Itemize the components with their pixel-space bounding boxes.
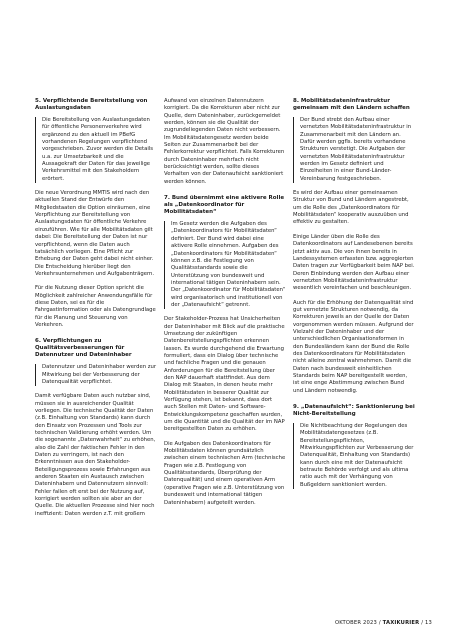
column-right (293, 98, 415, 496)
column-middle (164, 98, 286, 514)
body-paragraph: Aufwand von einzelnen Datennutzern korrigiert. Da die Korrekturen aber nicht zur Quelle, dem Dateninhaber, zurückgemeldet werden, können sie die Qualität der zugrundeliegenden Daten nicht verbessern. Im Mobilitätsdatengesetz werden beide Seiten zur Zusammenarbeit bei der Fehlerkorrektur verpflichtet. Falls Korrekturen durch Dateninhaber mehrfach nicht berücksichtigt werden, sollte dieses Verhalten von der Datenaufsicht sanktioniert werden können. (164, 98, 285, 185)
body-paragraph: Für die Nutzung dieser Option spricht die Möglichkeit zahlreicher Anwendungsfälle für diese Daten, sei es für die Fahrgastinformation oder als Datengrundlage für die Planung und Steuerung von Verkehren. (35, 285, 156, 328)
body-paragraph: Der Stakeholder-Prozess hat Unsicherheiten der Dateninhaber mit Blick auf die praktische Umsetzung der zukünftigen Datenbereitstellungspflichten erkennen lassen. Es wurde durchgehend die Erwartung formuliert, dass ein Dialog über technische und fachliche Fragen und die genauen Anforderungen für die Bereitstellung über den NAP dauerhaft stattfindet. Aus dem Dialog mit Staaten, in denen heute mehr Mobilitätsdaten in besserer Qualität zur Verfügung stehen, ist bekannt, dass dort auch Stellen mit Daten- und Software-Entwicklungskompetenz geschaffen wurden, um die Quantität und die Qualität der im NAP bereitgestellten Daten zu erhöhen. (164, 316, 285, 433)
section-summary-5: Die Bereitstellung von Auslastungsdaten für öffentliche Personenverkehre wird ergänzend zu den aktuell im PBefG vorhandenen Regelungen verpflichtend vorgeschrieben. Zuvor werden die Details u.a. zur Umsetzbarkeit und die Aussagekraft der Daten für das jeweilige Verkehrsmittel mit den Stakeholdern erörtert. (35, 117, 157, 183)
page-footer (335, 620, 432, 626)
body-paragraph: Die neue Verordnung MMTIS wird nach den aktuellen Stand der Entwürfe den Mitgliedstaaten die Option einräumen, eine Verpflichtung zur Bereitstellung von Auslastungsdaten für öffentliche Verkehre einzuführen. Wie für alle Mobilitätsdaten gilt dabei: Die Bereitstellung der Daten ist nur verpflichtend, wenn die Daten auch tatsächlich vorliegen. Eine Pflicht zur Erhebung der Daten geht dabei nicht einher. Die Entscheidung hierüber liegt den Verkehrsunternehmen und Aufgabenträgern. (35, 190, 155, 277)
body-paragraph: Auch für die Erhöhung der Datenqualität sind gut vernetzte Strukturen notwendig, da Korrekturen jeweils an der Quelle der Daten vorgenommen werden müssen. Aufgrund der Vielzahl der Dateninhaber und der unterschiedlichen Organisationsformen in den Bundesländern kann der Bund die Rolle des Datenkoordinators für Mobilitätsdaten nicht alleine zentral wahrnehmen. Damit die Daten nach bundesweit einheitlichen Standards beim NAP bereitgestellt werden, ist eine enge Abstimmung zwischen Bund und Ländern notwendig. (293, 299, 414, 394)
column-left (35, 98, 157, 525)
body-paragraph: Die Aufgaben des Datenkoordinators für Mobilitätsdaten können grundsätzlich zwischen einem technischen Arm (technische Fragen wie z.B. Festlegung von Qualitätsstandards, Überprüfung der Datenqualität) und einem operativen Arm (operative Fragen wie z.B. Unterstützung von bundesweit und international tätigen Dateninhabern) aufgeteilt werden. (164, 440, 286, 506)
section-summary-9: Die Nichtbeachtung der Regelungen des Mobilitätsdatengesetzes (z.B. Bereitstellungspflichten, Mitwirkungspflichten zur Verbesserung der Datenqualität, Einhaltung von Standards) kann durch eine mit der Datenaufsicht betraute Behörde verfolgt und als ultima ratio auch mit der Verhängung von Bußgeldern sanktioniert werden. (293, 423, 415, 489)
section-heading-9: 9. „Datenaufsicht“: Sanktionierung bei Nicht-Bereitstellung (293, 404, 415, 418)
section-summary-7: Im Gesetz werden die Aufgaben des „Datenkoordinators für Mobilitätsdaten“ definiert. Der Bund wird dabei eine aktivere Rolle einnehmen. Aufgaben des „Datenkoordinators für Mobilitätsdaten“ können z.B. die Festlegung von Qualitätsstandards sowie die Unterstützung von bundesweit und international tätigen Dateninhabern sein. Der „Datenkoordinator für Mobilitätsdaten“ wird organisatorisch und institutionell von der „Datenaufsicht“ getrennt. (164, 221, 286, 309)
issue-date: OKTOBER 2023 (334, 620, 377, 626)
section-heading-7: 7. Bund übernimmt eine aktivere Rolle als „Datenkoordinator für Mobilitätsdaten“ (164, 195, 285, 216)
section-summary-8: Der Bund strebt den Aufbau einer vernetzten Mobilitätsdateninfrastruktur in Zusammenarbeit mit den Ländern an. Dafür werden ggfls. bereits vorhandene Strukturen verstetigt. Die Aufgaben der vernetzten Mobilitätsdateninfrastruktur werden im Gesetz definiert und Einzelheiten in einer Bund-Länder-Vereinbarung festgeschrieben. (293, 117, 415, 183)
body-paragraph: Damit verfügbare Daten auch nutzbar sind, müssen sie in ausreichender Qualität vorliegen. Die technische Qualität der Daten (z.B. Einhaltung von Standards) kann durch den Einsatz von Prozessen und Tools zur technischen Validierung erhöht werden. Um die sogenannte „Datenwahrheit“ zu erhöhen, also die Zahl der faktischen Fehler in den Daten zu verringern, ist nach den Erkenntnissen aus den Stakeholder-Beteiligungsprozess sowie Erfahrungen aus anderen Staaten ein Austausch zwischen Dateninhabern und Datennutzern sinnvoll: Fehler fallen oft erst bei der Nutzung auf, korrigiert werden sollten sie aber an der Quelle. Die aktuellen Prozesse sind hier noch ineffizient: Daten werden z.T. mit großem (35, 393, 156, 517)
body-paragraph: Einige Länder üben die Rolle des Datenkoordinators auf Landesebenen bereits jetzt aktiv aus. Die von ihnen bereits in Landessystemen erfassten bzw. aggregierten Daten tragen zur Verfügbarkeit beim NAP bei. Deren Einbindung werden den Aufbau einer vernetzten Mobilitätsdateninfrastruktur wesentlich vereinfachen und beschleunigen. (293, 233, 415, 292)
footer-separator: / (377, 620, 383, 626)
page-number: / 13 (419, 620, 432, 626)
section-heading-8: 8. Mobilitätsdateninfrastruktur gemeinsam mit den Ländern schaffen (293, 98, 410, 111)
section-heading-5: 5. Verpflichtende Bereitstellung von Auslastungsdaten (35, 98, 148, 111)
body-paragraph: Es wird der Aufbau einer gemeinsamen Struktur von Bund und Ländern angestrebt, um die Rolle des „Datenkoordinators für Mobilitätsdaten“ kooperativ auszuüben und effektiv zu gestalten. (293, 190, 409, 226)
section-summary-6: Datennutzer und Dateninhaber werden zur Mitwirkung bei der Verbesserung der Datenqualität verpflichtet. (35, 364, 157, 386)
publication-name: TAXIKURIER (382, 620, 420, 626)
section-heading-6: 6. Verpflichtungen zu Qualitätsverbesserungen für Datennutzer und Dateninhaber (35, 338, 132, 359)
